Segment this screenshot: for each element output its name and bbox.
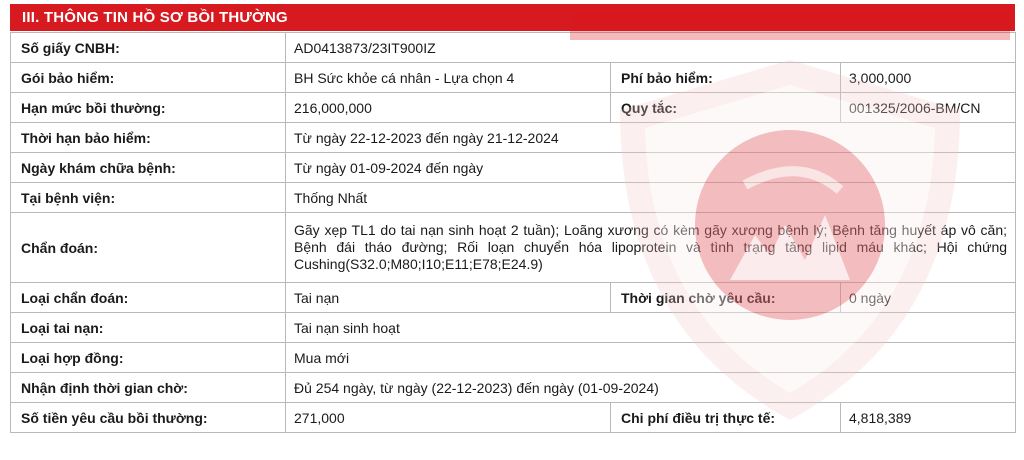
row-value: AD0413873/23IT900IZ xyxy=(286,33,1016,63)
row-label: Tại bệnh viện: xyxy=(11,183,286,213)
row-label-secondary: Chi phí điều trị thực tế: xyxy=(611,403,841,433)
row-value: Tai nạn xyxy=(286,283,611,313)
row-value: BH Sức khỏe cá nhân - Lựa chọn 4 xyxy=(286,63,611,93)
row-label: Thời hạn bảo hiểm: xyxy=(11,123,286,153)
row-value-secondary: 001325/2006-BM/CN xyxy=(841,93,1016,123)
table-row xyxy=(11,93,1016,123)
table-row xyxy=(11,123,1016,153)
table-row xyxy=(11,343,1016,373)
row-label: Gói bảo hiểm: xyxy=(11,63,286,93)
row-value: Từ ngày 22-12-2023 đến ngày 21-12-2024 xyxy=(286,123,1016,153)
claim-info-table xyxy=(10,32,1016,433)
row-label: Hạn mức bồi thường: xyxy=(11,93,286,123)
table-row xyxy=(11,373,1016,403)
section-header xyxy=(10,4,1015,31)
row-label: Số giấy CNBH: xyxy=(11,33,286,63)
row-label: Loại hợp đồng: xyxy=(11,343,286,373)
row-label-secondary: Thời gian chờ yêu cầu: xyxy=(611,283,841,313)
row-value: Tai nạn sinh hoạt xyxy=(286,313,1016,343)
table-row xyxy=(11,153,1016,183)
row-value: 271,000 xyxy=(286,403,611,433)
row-value: Từ ngày 01-09-2024 đến ngày xyxy=(286,153,1016,183)
row-label-secondary: Quy tắc: xyxy=(611,93,841,123)
row-value: Đủ 254 ngày, từ ngày (22-12-2023) đến ngày (01-09-2024) xyxy=(286,373,1016,403)
row-label-secondary: Phí bảo hiểm: xyxy=(611,63,841,93)
table-row xyxy=(11,33,1016,63)
row-value-secondary: 3,000,000 xyxy=(841,63,1016,93)
section-title: III. THÔNG TIN HỒ SƠ BỒI THƯỜNG xyxy=(22,9,288,26)
table-row xyxy=(11,313,1016,343)
table-row xyxy=(11,63,1016,93)
row-value: Mua mới xyxy=(286,343,1016,373)
table-row xyxy=(11,283,1016,313)
diagnosis-value: Gãy xẹp TL1 do tai nạn sinh hoạt 2 tuần); Loãng xương có kèm gãy xương bệnh lý; Bệnh tăng huyết áp vô căn; Bệnh đái tháo đường; Rối loạn chuyển hóa lipoprotein và tình trạng tăng lipid máu khác; Hội chứng Cushing(S32.0;M80;I10;E11;E78;E24.9) xyxy=(286,213,1016,283)
row-label: Số tiền yêu cầu bồi thường: xyxy=(11,403,286,433)
table-row xyxy=(11,183,1016,213)
row-label: Chẩn đoán: xyxy=(11,213,286,283)
row-label: Ngày khám chữa bệnh: xyxy=(11,153,286,183)
table-row xyxy=(11,403,1016,433)
table-row xyxy=(11,213,1016,283)
row-value: Thống Nhất xyxy=(286,183,1016,213)
row-label: Nhận định thời gian chờ: xyxy=(11,373,286,403)
row-label: Loại tai nạn: xyxy=(11,313,286,343)
row-value-secondary: 0 ngày xyxy=(841,283,1016,313)
row-label: Loại chẩn đoán: xyxy=(11,283,286,313)
row-value: 216,000,000 xyxy=(286,93,611,123)
row-value-secondary: 4,818,389 xyxy=(841,403,1016,433)
